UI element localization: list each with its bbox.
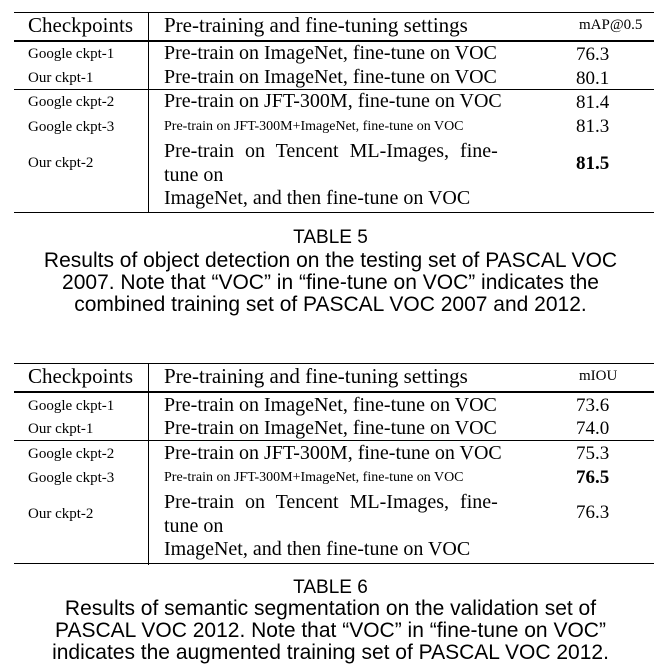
table-rule-bottom	[14, 563, 654, 564]
header-checkpoints: Checkpoints	[28, 364, 133, 388]
column-divider	[148, 12, 149, 40]
setting-text: Pre-train on ImageNet, fine-tune on VOC	[164, 42, 497, 64]
setting-text: Pre-train on JFT-300M, fine-tune on VOC	[164, 90, 502, 112]
setting-text: Pre-train on JFT-300M+ImageNet, fine-tune on VOC	[164, 470, 464, 485]
setting-text: Pre-train on ImageNet, fine-tune on VOC	[164, 66, 497, 88]
setting-text-line-3: ImageNet, and then fine-tune on VOC	[164, 187, 471, 209]
checkpoint-name: Our ckpt-2	[28, 155, 94, 171]
metric-value: 76.3	[576, 44, 610, 65]
setting-text: Pre-train on ImageNet, fine-tune on VOC	[164, 417, 497, 439]
table-5-caption-title: TABLE 5	[293, 227, 368, 248]
table-5	[14, 0, 654, 215]
checkpoint-name: Google ckpt-1	[28, 398, 115, 414]
table-rule-group	[14, 440, 654, 441]
table-5-caption	[0, 250, 661, 316]
caption-line: 2007. Note that “VOC” in “fine-tune on VOC” indicates the	[62, 271, 599, 294]
column-divider	[148, 42, 149, 212]
header-settings: Pre-training and fine-tuning settings	[164, 364, 468, 388]
header-metric: mIOU	[579, 368, 618, 384]
setting-text: Pre-train on JFT-300M+ImageNet, fine-tune on VOC	[164, 119, 464, 134]
column-divider	[148, 363, 149, 392]
checkpoint-name: Our ckpt-1	[28, 421, 94, 437]
caption-line: indicates the augmented training set of PASCAL VOC 2012.	[52, 641, 609, 664]
setting-text-line-1: Pre-train on Tencent ML-Images, fine-	[164, 491, 498, 513]
metric-value: 80.1	[576, 68, 610, 89]
caption-line: PASCAL VOC 2012. Note that “VOC” in “fine-tune on VOC”	[55, 619, 606, 642]
checkpoint-name: Google ckpt-1	[28, 46, 115, 62]
caption-line: combined training set of PASCAL VOC 2007 and 2012.	[74, 293, 587, 316]
setting-text-line-1: Pre-train on Tencent ML-Images, fine-	[164, 140, 498, 162]
caption-line: Results of semantic segmentation on the validation set of	[64, 597, 597, 620]
metric-value: 76.3	[576, 502, 610, 523]
setting-text-line-2: tune on	[164, 164, 224, 186]
metric-value-best: 81.5	[576, 153, 610, 174]
header-metric: mAP@0.5	[579, 17, 643, 33]
metric-value: 75.3	[576, 443, 610, 464]
setting-text: Pre-train on JFT-300M, fine-tune on VOC	[164, 442, 502, 464]
metric-value: 81.4	[576, 92, 610, 113]
metric-value: 73.6	[576, 395, 610, 416]
column-divider	[148, 393, 149, 565]
checkpoint-name: Google ckpt-2	[28, 94, 115, 110]
table-6	[14, 352, 654, 567]
setting-text-line-3: ImageNet, and then fine-tune on VOC	[164, 538, 471, 560]
metric-value-best: 76.5	[576, 467, 610, 488]
checkpoint-name: Google ckpt-3	[28, 119, 115, 135]
header-checkpoints: Checkpoints	[28, 13, 133, 37]
checkpoint-name: Our ckpt-1	[28, 70, 94, 86]
setting-text: Pre-train on ImageNet, fine-tune on VOC	[164, 394, 497, 416]
checkpoint-name: Our ckpt-2	[28, 506, 94, 522]
metric-value: 81.3	[576, 116, 610, 137]
header-settings: Pre-training and fine-tuning settings	[164, 13, 468, 37]
setting-text-line-2: tune on	[164, 515, 224, 537]
checkpoint-name: Google ckpt-3	[28, 470, 115, 486]
table-6-caption-title: TABLE 6	[293, 577, 368, 598]
checkpoint-name: Google ckpt-2	[28, 446, 115, 462]
table-rule-bottom	[14, 212, 654, 213]
table-rule-header	[14, 391, 654, 393]
metric-value: 74.0	[576, 418, 610, 439]
table-6-caption	[0, 598, 661, 664]
caption-line: Results of object detection on the testing set of PASCAL VOC	[43, 249, 618, 272]
